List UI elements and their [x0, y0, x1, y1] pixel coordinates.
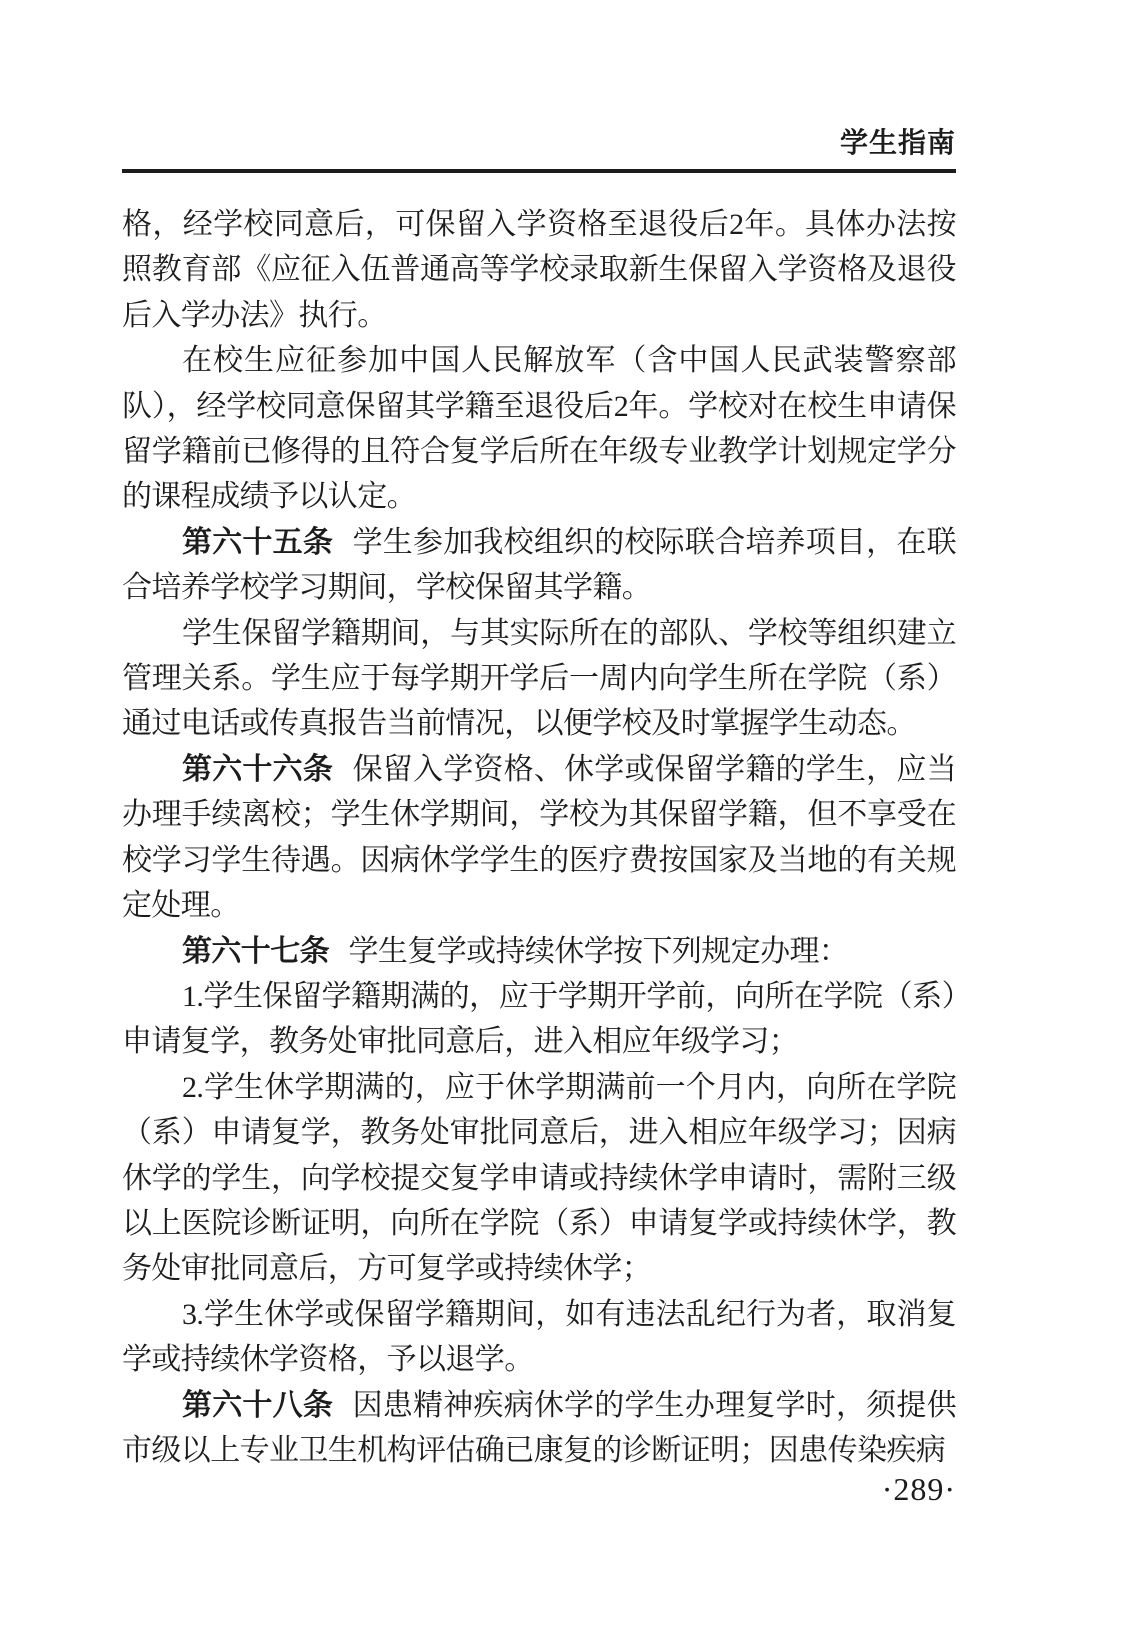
paragraph-text: 3.学生休学或保留学籍期间，如有违法乱纪行为者，取消复学或持续休学资格，予以退学。	[122, 1297, 956, 1377]
paragraph-text: 保留入学资格、休学或保留学籍的学生，应当办理手续离校；学生休学期间，学校为其保留学籍，但不享受在校学习学生待遇。因病休学学生的医疗费按国家及当地的有关规定处理。	[122, 752, 956, 923]
article-number: 第六十八条	[182, 1388, 334, 1422]
header-rule	[122, 169, 956, 173]
paragraph	[122, 338, 956, 520]
paragraph-text: 1.学生保留学籍期满的，应于学期开学前，向所在学院（系）申请复学，教务处审批同意后，进入相应年级学习；	[122, 979, 956, 1059]
paragraph-text: 格，经学校同意后，可保留入学资格至退役后2年。具体办法按照教育部《应征入伍普通高等学校录取新生保留入学资格及退役后入学办法》执行。	[122, 208, 956, 332]
paragraph	[122, 1065, 956, 1292]
paragraph	[122, 1292, 956, 1383]
paragraph	[122, 202, 956, 338]
paragraph-text: 在校生应征参加中国人民解放军（含中国人民武装警察部队），经学校同意保留其学籍至退役后2年。学校对在校生申请保留学籍前已修得的且符合复学后所在年级专业教学计划规定学分的课程成绩予以认定。	[122, 344, 956, 514]
page-header	[122, 126, 956, 173]
paragraph-text: 学生参加我校组织的校际联合培养项目，在联合培养学校学习期间，学校保留其学籍。	[122, 525, 956, 605]
page-number: ·289·	[881, 1471, 956, 1507]
paragraph-text: 学生保留学籍期间，与其实际所在的部队、学校等组织建立管理关系。学生应于每学期开学后一周内向学生所在学院（系）通过电话或传真报告当前情况，以便学校及时掌握学生动态。	[122, 616, 956, 741]
paragraph	[122, 1383, 956, 1474]
paragraph	[122, 520, 956, 611]
article-number: 第六十六条	[182, 752, 334, 786]
paragraph-text: 因患精神疾病休学的学生办理复学时，须提供市级以上专业卫生机构评估确已康复的诊断证明；因患传染疾病	[122, 1388, 956, 1467]
running-head-title: 学生指南	[839, 127, 956, 158]
paragraph-text: 2.学生休学期满的，应于休学期满前一个月内，向所在学院（系）申请复学，教务处审批同意后，进入相应年级学习；因病休学的学生，向学校提交复学申请或持续休学申请时，需附三级以上医院诊断证明，向所在学院（系）申请复学或持续休学，教务处审批同意后，方可复学或持续休学；	[122, 1070, 956, 1286]
paragraph	[122, 611, 956, 747]
paragraph	[122, 929, 956, 974]
paragraph-text: 学生复学或持续休学按下列规定办理：	[348, 934, 849, 968]
paragraph	[122, 747, 956, 929]
article-number: 第六十五条	[182, 525, 334, 559]
article-number: 第六十七条	[182, 934, 329, 968]
body-text	[122, 202, 956, 1473]
paragraph	[122, 974, 956, 1065]
page-footer	[882, 1472, 956, 1507]
